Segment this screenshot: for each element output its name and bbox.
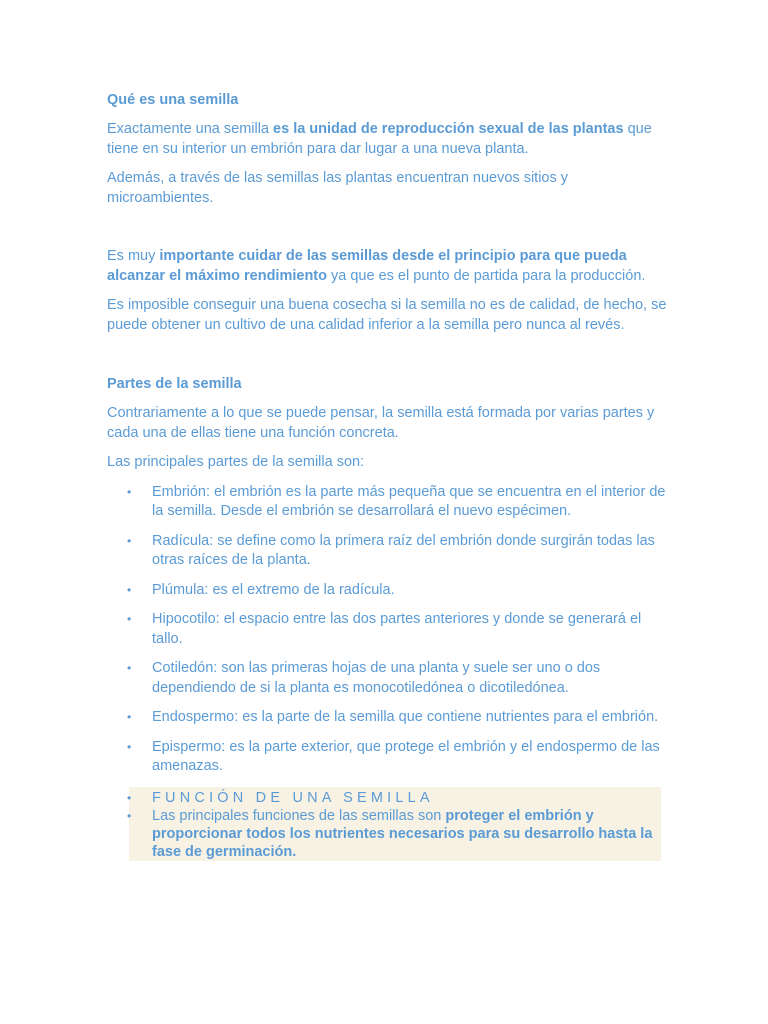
importancia-bold: importante cuidar de las semillas desde el principio para que pueda alcanzar el máximo rendimiento (107, 248, 627, 284)
spacer (107, 345, 667, 374)
paragraph-importancia (107, 247, 667, 286)
list-item-radicula: • Radícula: se define como la primera raíz del embrión donde surgirán todas las otras raíces de la planta. (107, 532, 667, 571)
list-item-plumula: • Plúmula: es el extremo de la radícula. (107, 581, 667, 601)
heading-partes-de-la-semilla: Partes de la semilla (107, 376, 242, 392)
paragraph-definition (107, 120, 667, 159)
list-item-embrion: • Embrión: el embrión es la parte más pequeña que se encuentra en el interior de la semilla. Desde el embrión se desarrollará el nuevo espécimen. (107, 483, 667, 522)
definition-intro: Exactamente una semilla (107, 121, 274, 137)
paragraph-microambientes: Además, a través de las semillas las plantas encuentran nuevos sitios y microambientes. (107, 170, 569, 206)
list-item-hipocotilo: • Hipocotilo: el espacio entre las dos partes anteriores y donde se generará el tallo. (107, 610, 667, 649)
spacer (107, 218, 667, 247)
funciones-intro: Las principales funciones de las semillas son (152, 807, 446, 824)
importancia-intro: Es muy (107, 248, 160, 264)
paragraph-calidad: Es imposible conseguir una buena cosecha si la semilla no es de calidad, de hecho, se puede obtener un cultivo de una calidad inferior a la semilla pero nunca al revés. (107, 297, 667, 333)
list-item-endospermo: • Endospermo: es la parte de la semilla que contiene nutrientes para el embrión. (107, 708, 667, 728)
funcion-highlight-box (129, 787, 661, 861)
importancia-rest: ya que es el punto de partida para la producción. (327, 267, 646, 284)
heading-que-es-una-semilla: Qué es una semilla (107, 92, 239, 108)
document-page (107, 90, 667, 861)
definition-rest: que tiene en su interior un embrión para dar lugar a una nueva planta. (107, 121, 652, 157)
paragraph-partes-intro: Contrariamente a lo que se puede pensar, la semilla está formada por varias partes y cada una de ellas tiene una función concreta. (107, 405, 655, 441)
paragraph-principales-partes: Las principales partes de la semilla son: (107, 454, 365, 470)
funcion-list (129, 789, 661, 861)
heading-funcion-de-una-semilla: • FUNCIÓN DE UNA SEMILLA (129, 789, 661, 807)
funciones-bold: proteger el embrión y proporcionar todos los nutrientes necesarios para su desarrollo hasta la fase de germinación (152, 807, 653, 860)
funciones-period: . (292, 843, 297, 860)
list-item-epispermo: • Epispermo: es la parte exterior, que protege el embrión y el endospermo de las amenazas. (107, 738, 667, 777)
parts-list (107, 483, 667, 777)
list-item-cotiledon: • Cotiledón: son las primeras hojas de una planta y suele ser uno o dos dependiendo de si la planta es monocotiledónea o dicotiledónea. (107, 659, 667, 698)
definition-bold: es la unidad de reproducción sexual de las plantas (273, 121, 624, 137)
list-item-funciones (129, 807, 661, 861)
